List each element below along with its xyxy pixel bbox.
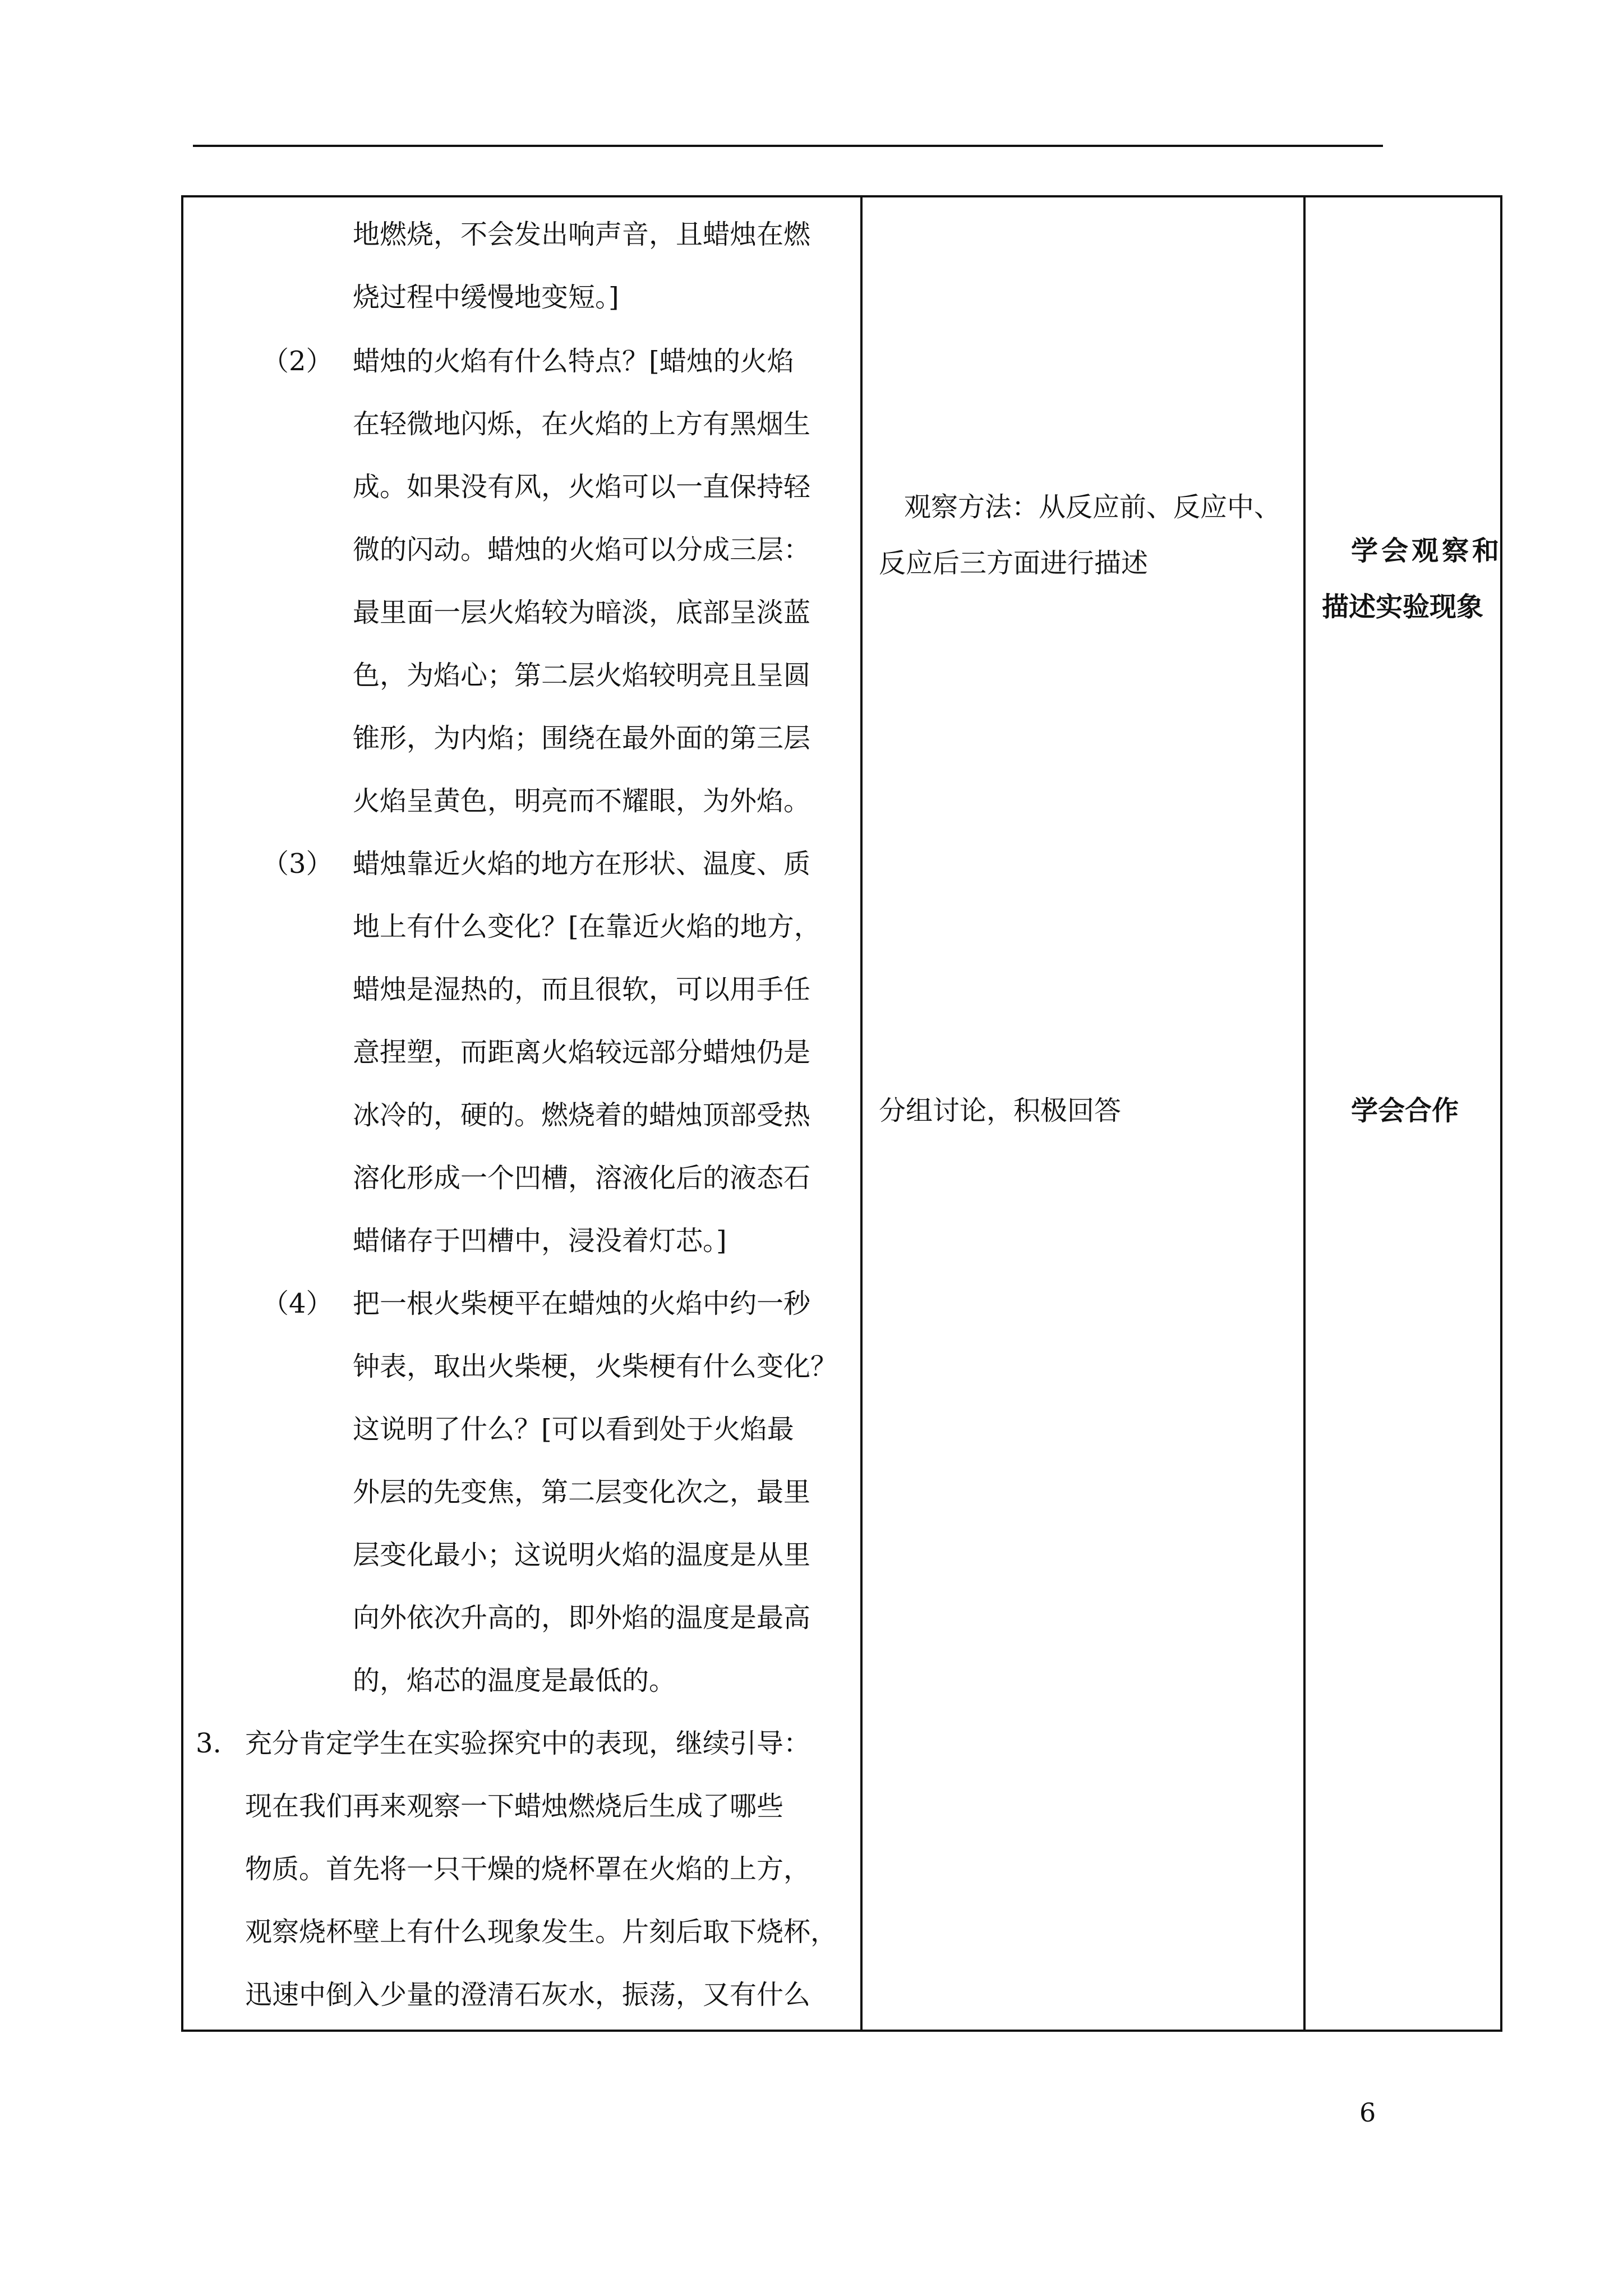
left-line: 的，焰芯的温度是最低的。 — [353, 1665, 676, 1696]
right-cell-line: 描述实验现象 — [1322, 591, 1484, 623]
middle-cell-line: 分组讨论，积极回答 — [879, 1095, 1122, 1126]
right-cell-line: 学会观察和 — [1351, 535, 1503, 567]
left-line: 烧过程中缓慢地变短。] — [353, 282, 619, 313]
column-divider-1 — [860, 197, 863, 2030]
left-line: 微的闪动。蜡烛的火焰可以分成三层： — [353, 534, 811, 565]
left-line: 在轻微地闪烁，在火焰的上方有黑烟生 — [353, 408, 811, 440]
left-line: 蜡储存于凹槽中，浸没着灯芯。] — [353, 1225, 727, 1257]
left-line: 蜡烛是湿热的，而且很软，可以用手任 — [353, 974, 811, 1005]
left-line: 地上有什么变化？[在靠近火焰的地方， — [353, 911, 821, 942]
lesson-table — [181, 195, 1502, 2032]
left-line: 外层的先变焦，第二层变化次之，最里 — [353, 1476, 811, 1508]
left-line: 物质。首先将一只干燥的烧杯罩在火焰的上方， — [245, 1853, 811, 1885]
left-line: 钟表，取出火柴梗，火柴梗有什么变化？ — [353, 1351, 838, 1382]
left-line: 意捏塑，而距离火焰较远部分蜡烛仍是 — [353, 1037, 811, 1068]
left-line: 溶化形成一个凹槽，溶液化后的液态石 — [353, 1162, 811, 1194]
left-line: 蜡烛靠近火焰的地方在形状、温度、质 — [353, 848, 811, 880]
item-number: （3） — [262, 848, 333, 880]
left-line: 现在我们再来观察一下蜡烛燃烧后生成了哪些 — [245, 1791, 784, 1822]
left-line: 迅速中倒入少量的澄清石灰水，振荡，又有什么 — [245, 1979, 811, 2010]
left-line: 锥形，为内焰；围绕在最外面的第三层 — [353, 723, 811, 754]
left-line: 火焰呈黄色，明亮而不耀眼，为外焰。 — [353, 785, 811, 817]
left-line: 这说明了什么？[可以看到处于火焰最 — [353, 1414, 794, 1445]
left-line: 地燃烧，不会发出响声音，且蜡烛在燃 — [353, 219, 811, 250]
item-number: （2） — [262, 346, 333, 377]
left-line: 把一根火柴梗平在蜡烛的火焰中约一秒 — [353, 1288, 811, 1319]
section-number: 3. — [196, 1728, 222, 1759]
right-cell-line: 学会合作 — [1351, 1095, 1459, 1126]
middle-cell-line: 反应后三方面进行描述 — [879, 547, 1149, 579]
column-divider-2 — [1303, 197, 1306, 2030]
left-line: 向外依次升高的，即外焰的温度是最高 — [353, 1602, 811, 1634]
middle-cell-line: 观察方法：从反应前、反应中、 — [904, 491, 1281, 523]
left-line: 成。如果没有风，火焰可以一直保持轻 — [353, 471, 811, 503]
left-line: 观察烧杯壁上有什么现象发生。片刻后取下烧杯， — [245, 1916, 838, 1948]
header-rule — [193, 145, 1383, 147]
item-number: （4） — [262, 1288, 333, 1319]
left-line: 层变化最小；这说明火焰的温度是从里 — [353, 1539, 811, 1571]
left-line: 最里面一层火焰较为暗淡，底部呈淡蓝 — [353, 597, 811, 628]
left-line: 冰冷的，硬的。燃烧着的蜡烛顶部受热 — [353, 1099, 811, 1131]
left-line: 蜡烛的火焰有什么特点？[蜡烛的火焰 — [353, 346, 794, 377]
page-number: 6 — [1359, 2097, 1376, 2128]
left-line: 充分肯定学生在实验探究中的表现，继续引导： — [245, 1728, 811, 1759]
left-line: 色，为焰心；第二层火焰较明亮且呈圆 — [353, 660, 811, 691]
